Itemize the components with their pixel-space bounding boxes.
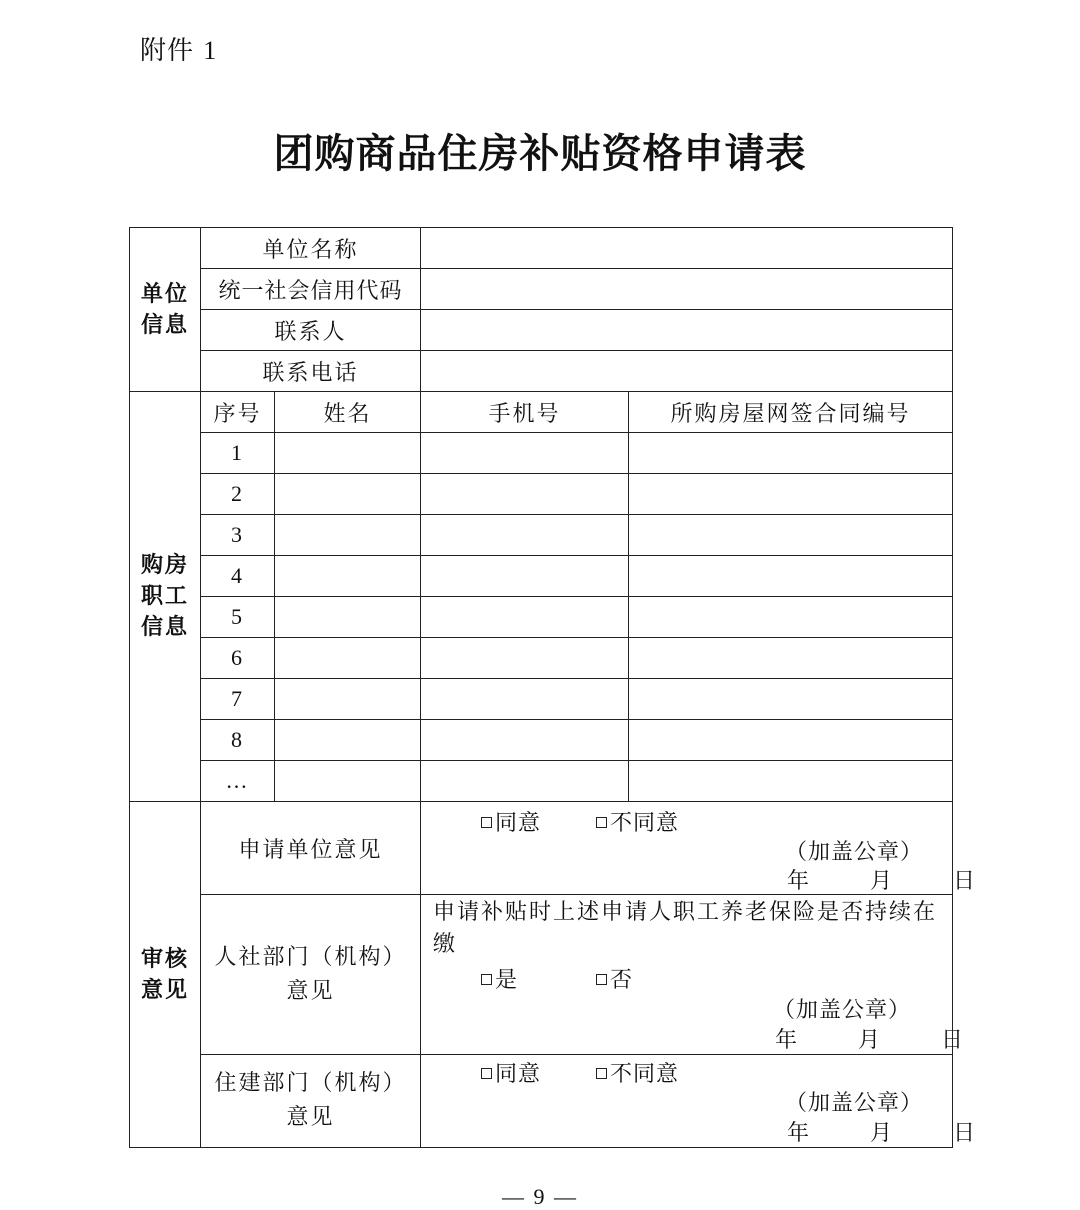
year-label: 年 xyxy=(787,869,811,894)
date-line xyxy=(787,864,976,895)
mobile-cell[interactable] xyxy=(421,761,629,802)
unit-row-credit-code xyxy=(130,269,953,310)
contract-cell[interactable] xyxy=(629,597,953,638)
buyer-row xyxy=(130,433,953,474)
month-label: 月 xyxy=(870,1121,894,1146)
buyer-row xyxy=(130,597,953,638)
buyer-row xyxy=(130,515,953,556)
header-name: 姓名 xyxy=(275,392,421,433)
mobile-cell[interactable] xyxy=(421,597,629,638)
buyer-row xyxy=(130,638,953,679)
date-line xyxy=(787,1116,976,1147)
disagree-option[interactable] xyxy=(596,1057,679,1088)
row-seq: 6 xyxy=(201,638,275,679)
hr-dept-opinion-label xyxy=(201,895,421,1055)
year-label: 年 xyxy=(787,1121,811,1146)
buyer-section-label-line: 职工 xyxy=(140,584,189,609)
contract-cell[interactable] xyxy=(629,679,953,720)
housing-dept-opinion-row xyxy=(130,1055,953,1148)
month-label: 月 xyxy=(870,869,894,894)
mobile-cell[interactable] xyxy=(421,638,629,679)
mobile-cell[interactable] xyxy=(421,515,629,556)
review-section-label-line: 意见 xyxy=(140,977,189,1003)
buyer-section-label-line: 信息 xyxy=(140,615,189,640)
checkbox-icon[interactable] xyxy=(596,1068,607,1079)
buyer-section-label xyxy=(130,392,201,802)
name-cell[interactable] xyxy=(275,679,421,720)
housing-dept-label-line: 住建部门（机构） xyxy=(214,1071,407,1096)
unit-row-name xyxy=(130,228,953,269)
no-option[interactable] xyxy=(596,963,633,994)
buyer-row xyxy=(130,474,953,515)
buyer-row xyxy=(130,761,953,802)
hr-dept-label-line: 人社部门（机构） xyxy=(214,944,407,970)
row-seq: 1 xyxy=(201,433,275,474)
unit-section-label-line: 信息 xyxy=(140,312,189,338)
disagree-label: 不同意 xyxy=(610,1062,680,1087)
mobile-cell[interactable] xyxy=(421,556,629,597)
attachment-text: 附件 xyxy=(140,36,195,66)
row-seq: 5 xyxy=(201,597,275,638)
row-seq: … xyxy=(201,761,275,802)
row-seq: 3 xyxy=(201,515,275,556)
name-cell[interactable] xyxy=(275,638,421,679)
checkbox-icon[interactable] xyxy=(481,817,492,828)
checkbox-icon[interactable] xyxy=(481,1068,492,1079)
disagree-label: 不同意 xyxy=(610,811,680,836)
row-seq: 2 xyxy=(201,474,275,515)
unit-name-field[interactable] xyxy=(421,228,953,269)
name-cell[interactable] xyxy=(275,597,421,638)
month-label: 月 xyxy=(858,1028,882,1053)
application-form-table xyxy=(129,227,977,1148)
hr-dept-opinion-row xyxy=(130,895,953,1055)
credit-code-field[interactable] xyxy=(421,269,953,310)
row-seq: 4 xyxy=(201,556,275,597)
name-cell[interactable] xyxy=(275,515,421,556)
attachment-label xyxy=(140,30,217,67)
date-line xyxy=(775,1023,964,1054)
buyer-row xyxy=(130,556,953,597)
applicant-unit-opinion-row xyxy=(130,802,953,895)
day-label: 日 xyxy=(953,1121,977,1146)
housing-dept-opinion-label xyxy=(201,1055,421,1148)
unit-name-label: 单位名称 xyxy=(201,228,421,269)
contact-phone-field[interactable] xyxy=(421,351,953,392)
unit-row-phone xyxy=(130,351,953,392)
review-section-label-line: 审核 xyxy=(140,946,189,972)
name-cell[interactable] xyxy=(275,433,421,474)
agree-label: 同意 xyxy=(495,811,542,836)
disagree-option[interactable] xyxy=(596,806,679,837)
yes-option[interactable] xyxy=(481,963,518,994)
no-label: 否 xyxy=(610,968,634,993)
mobile-cell[interactable] xyxy=(421,433,629,474)
credit-code-label: 统一社会信用代码 xyxy=(201,269,421,310)
seal-note: （加盖公章） xyxy=(773,998,912,1023)
year-label: 年 xyxy=(775,1028,799,1053)
agree-option[interactable] xyxy=(481,1057,541,1088)
buyer-row xyxy=(130,679,953,720)
applicant-unit-opinion-cell xyxy=(421,802,977,895)
contract-cell[interactable] xyxy=(629,433,953,474)
name-cell[interactable] xyxy=(275,720,421,761)
checkbox-icon[interactable] xyxy=(481,974,492,985)
checkbox-icon[interactable] xyxy=(596,974,607,985)
unit-section-label xyxy=(130,228,201,392)
page-number: — 9 — xyxy=(502,1184,578,1209)
unit-row-contact xyxy=(130,310,953,351)
unit-section-label-line: 单位 xyxy=(140,281,189,307)
buyer-section-label-line: 购房 xyxy=(140,553,189,578)
seal-note: （加盖公章） xyxy=(785,840,924,865)
day-label: 日 xyxy=(941,1028,965,1053)
name-cell[interactable] xyxy=(275,474,421,515)
header-contract-no: 所购房屋网签合同编号 xyxy=(629,392,953,433)
mobile-cell[interactable] xyxy=(421,679,629,720)
housing-dept-opinion-cell xyxy=(421,1055,977,1148)
header-seq: 序号 xyxy=(201,392,275,433)
contact-phone-label: 联系电话 xyxy=(201,351,421,392)
hr-dept-opinion-cell xyxy=(421,895,965,1055)
contract-cell[interactable] xyxy=(629,720,953,761)
name-cell[interactable] xyxy=(275,556,421,597)
name-cell[interactable] xyxy=(275,761,421,802)
row-seq: 8 xyxy=(201,720,275,761)
mobile-cell[interactable] xyxy=(421,474,629,515)
review-section-label xyxy=(130,802,201,1148)
buyer-header-row xyxy=(130,392,953,433)
pension-question: 申请补贴时上述申请人职工养老保险是否持续在缴 xyxy=(433,900,938,957)
mobile-cell[interactable] xyxy=(421,720,629,761)
yes-label: 是 xyxy=(495,968,519,993)
attachment-number: 1 xyxy=(203,36,218,65)
contract-cell[interactable] xyxy=(629,556,953,597)
housing-dept-label-line: 意见 xyxy=(286,1105,335,1130)
agree-label: 同意 xyxy=(495,1062,542,1087)
contact-person-label: 联系人 xyxy=(201,310,421,351)
form-title: 团购商品住房补贴资格申请表 xyxy=(273,131,807,177)
row-seq: 7 xyxy=(201,679,275,720)
contract-cell[interactable] xyxy=(629,474,953,515)
day-label: 日 xyxy=(953,869,977,894)
contract-cell[interactable] xyxy=(629,515,953,556)
contract-cell[interactable] xyxy=(629,761,953,802)
contract-cell[interactable] xyxy=(629,638,953,679)
contact-person-field[interactable] xyxy=(421,310,953,351)
agree-option[interactable] xyxy=(481,806,541,837)
applicant-unit-opinion-label: 申请单位意见 xyxy=(201,802,421,895)
hr-dept-label-line: 意见 xyxy=(286,978,335,1004)
header-mobile: 手机号 xyxy=(421,392,629,433)
buyer-row xyxy=(130,720,953,761)
seal-note: （加盖公章） xyxy=(785,1091,924,1116)
checkbox-icon[interactable] xyxy=(596,817,607,828)
